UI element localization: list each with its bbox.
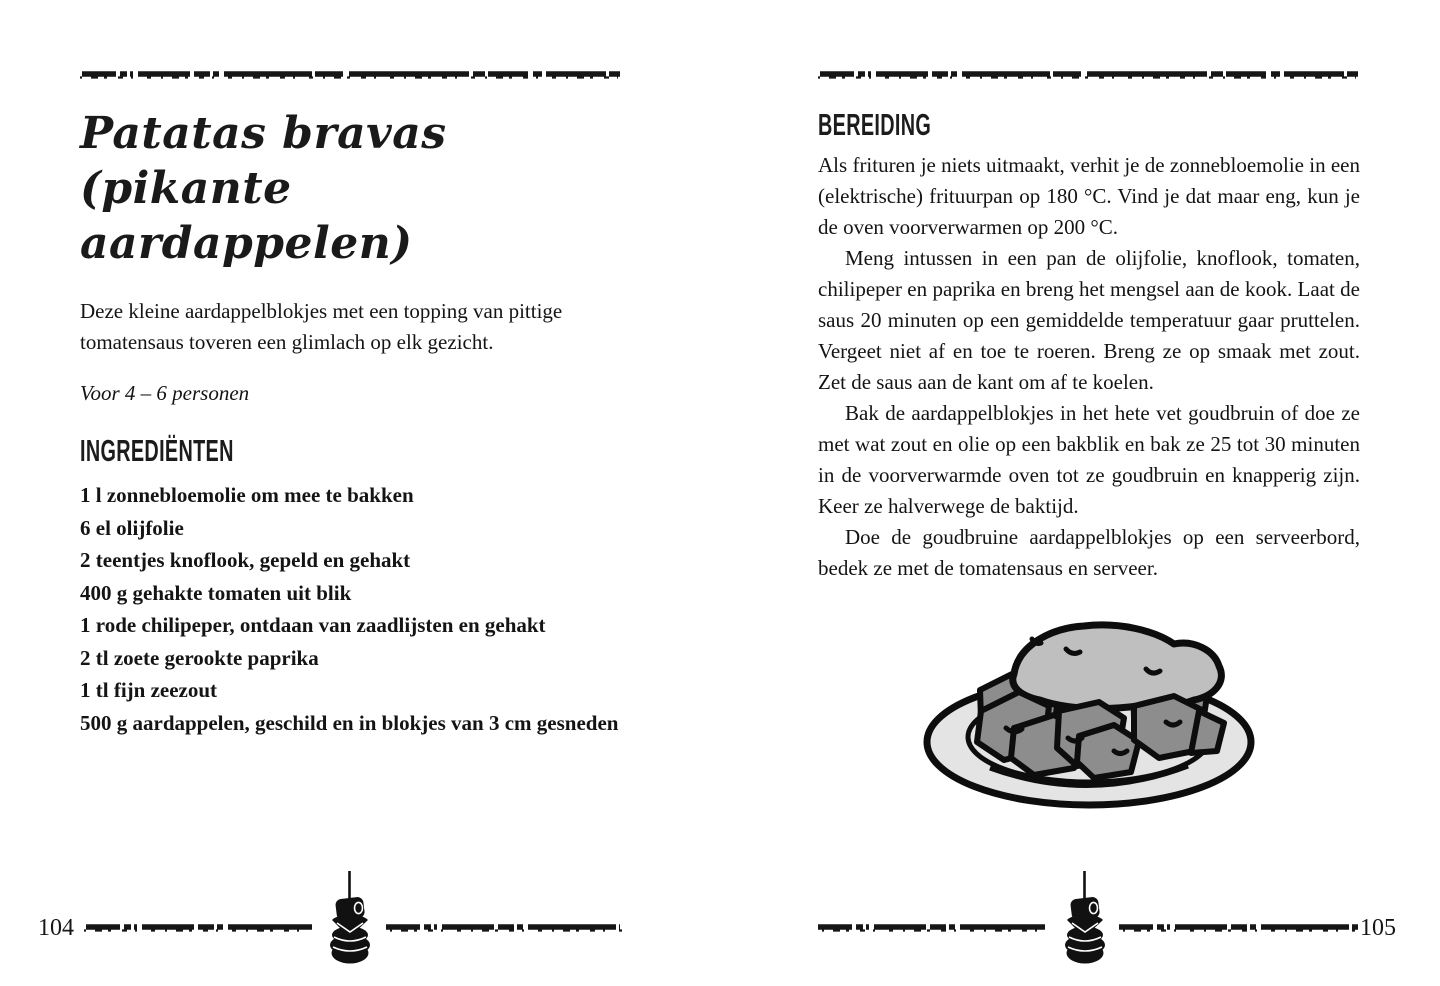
recipe-title-line1: Patatas bravas (80, 108, 447, 159)
ingredient-item: 500 g aardappelen, geschild en in blokjes van 3 cm gesneden (80, 710, 619, 735)
left-page (80, 0, 620, 986)
page-number-right: 105 (1360, 915, 1396, 941)
serving-size: Voor 4 – 6 personen (80, 381, 250, 405)
ingredient-item: 1 rode chilipeper, ontdaan van zaadlijsten en gehakt (80, 613, 546, 637)
ingredients-list (80, 482, 620, 736)
ingredient-item: 6 el olijfolie (80, 515, 184, 540)
recipe-intro: Deze kleine aardappelblokjes met een topping van pittige tomatensaus toveren een glimlach op elk gezicht. (80, 299, 563, 354)
pincho-skewer-icon (1063, 871, 1107, 966)
preparation-text (818, 150, 1360, 584)
patatas-bravas-plate-illustration (918, 610, 1260, 812)
ingredient-item: 1 l zonnebloemolie om mee te bakken (80, 483, 414, 507)
preparation-paragraph: Als frituren je niets uitmaakt, verhit je de zonnebloemolie in een (elektrische) frituurpan op 180 °C. Vind je dat maar eng, kun je de oven voorverwarmen op 200 °C. (818, 153, 1360, 239)
distressed-rule-top-left (80, 70, 620, 80)
ingredient-item: 400 g gehakte tomaten uit blik (80, 580, 352, 605)
ingredient-item: 1 tl fijn zeezout (80, 678, 218, 702)
recipe-title-line2: (pikante aardappelen) (80, 163, 413, 269)
page-number-left: 104 (38, 915, 74, 941)
preparation-paragraph: Meng intussen in een pan de olijfolie, knoflook, tomaten, chilipeper en paprika en breng het mengsel aan de kook. Laat de saus 20 minuten op een gemiddelde temperatuur gaar pruttelen. Vergeet niet af en toe te roeren. Breng ze op smaak met zout. Zet de saus aan de kant om af te koelen. (818, 246, 1360, 394)
pincho-skewer-icon (328, 871, 372, 966)
distressed-rule-top-right (818, 70, 1358, 80)
preparation-paragraph: Doe de goudbruine aardappelblokjes op een serveerbord, bedek ze met de tomatensaus en serveer. (818, 525, 1360, 580)
ingredients-heading: INGREDIËNTEN (80, 433, 234, 468)
ingredient-item: 2 tl zoete gerookte paprika (80, 645, 319, 670)
preparation-paragraph: Bak de aardappelblokjes in het hete vet goudbruin of doe ze met wat zout en olie op een bakblik en bak ze 25 tot 30 minuten in de voorverwarmde oven tot ze goudbruin en knapperig zijn. Keer ze halverwege de baktijd. (818, 401, 1360, 518)
recipe-title (80, 106, 620, 271)
ingredient-item: 2 teentjes knoflook, gepeld en gehakt (80, 548, 411, 572)
right-page (818, 0, 1360, 986)
preparation-heading: BEREIDING (818, 107, 932, 142)
